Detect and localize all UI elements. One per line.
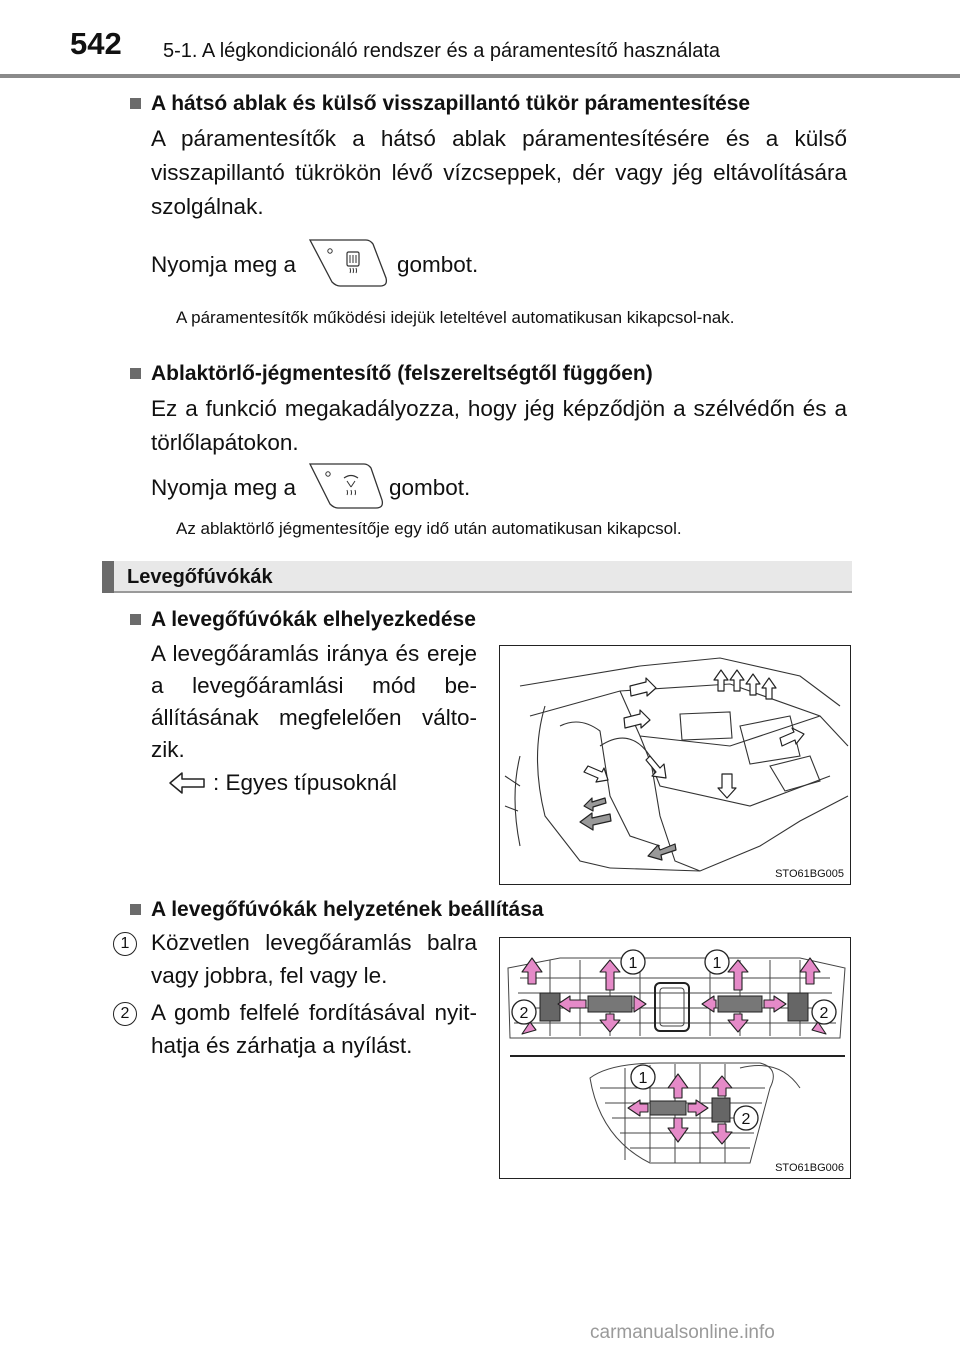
section-title: Levegőfúvókák — [127, 566, 273, 588]
wiper-deicer-heading: Ablaktörlő-jégmentesítő (felszereltségtől függően) — [151, 362, 653, 385]
wiper-deicer-note: Az ablaktörlő jégmentesítője egy idő után automatikusan kikapcsol. — [176, 519, 682, 538]
defogger-note: A páramentesítők működési idejük leteltével automatikusan kikapcsol-nak. — [176, 308, 735, 327]
press-prefix: Nyomja meg a — [151, 252, 297, 277]
outline-arrow-icon — [168, 770, 206, 796]
step-number-1: 1 — [113, 932, 137, 956]
vent-location-text: A levegőáramlás iránya és ereje a levegőáramlási mód be-állításának megfelelően válto-zik. — [151, 641, 477, 762]
legend-text: : Egyes típusoknál — [213, 770, 397, 795]
defogger-heading: A hátsó ablak és külső visszapillantó tükör páramentesítése — [151, 92, 751, 115]
bullet-square-icon — [130, 98, 141, 109]
wiper-deicer-icon — [308, 462, 384, 510]
bullet-square-icon — [130, 368, 141, 379]
section-bar-accent — [102, 561, 114, 593]
step-number-2: 2 — [113, 1002, 137, 1026]
vent-adjust-figure — [499, 937, 851, 1179]
defogger-press-line — [151, 252, 296, 278]
press-suffix: gombot. — [397, 252, 479, 277]
callout-label: 2 — [819, 1005, 829, 1022]
car-interior-illustration — [500, 646, 849, 883]
bullet-square-icon — [130, 614, 141, 625]
chapter-title: 5-1. A légkondicionáló rendszer és a páramentesítő használata — [163, 40, 721, 62]
wiper-deicer-press-line — [151, 475, 296, 501]
callout-label: 2 — [741, 1111, 751, 1128]
callout-label: 1 — [628, 955, 638, 972]
press-suffix: gombot. — [389, 475, 471, 500]
section-header-bar — [102, 561, 852, 593]
press-prefix: Nyomja meg a — [151, 475, 297, 500]
defogger-text: A páramentesítők a hátsó ablak páramentesítésére és a külső visszapillantó tükrökön lévő vízcseppek, dér vagy jég eltávolítására szolgálnak. — [151, 126, 847, 219]
callout-label: 1 — [712, 955, 722, 972]
callout-label: 1 — [638, 1070, 648, 1087]
page-number: 542 — [70, 26, 122, 61]
figure-code: STO61BG006 — [775, 1162, 844, 1174]
wiper-deicer-text: Ez a funkció megakadályozza, hogy jég képződjön a szélvédőn és a törlőlapátokon. — [151, 396, 847, 455]
callout-label: 2 — [519, 1005, 529, 1022]
header-rule — [0, 74, 960, 78]
vent-location-heading: A levegőfúvókák elhelyezkedése — [151, 608, 476, 631]
figure-code: STO61BG005 — [775, 868, 844, 880]
vent-adjust-heading: A levegőfúvókák helyzetének beállítása — [151, 898, 544, 921]
watermark: carmanualsonline.info — [590, 1322, 775, 1343]
step-text-1: Közvetlen levegőáramlás balra vagy jobbra, fel vagy le. — [151, 930, 477, 988]
rear-defogger-icon — [308, 238, 388, 288]
vent-detail-illustration — [500, 938, 849, 1177]
step-text-2: A gomb felfelé fordításával nyit-hatja és zárhatja a nyílást. — [151, 1000, 477, 1058]
bullet-square-icon — [130, 904, 141, 915]
vent-location-figure — [499, 645, 851, 885]
